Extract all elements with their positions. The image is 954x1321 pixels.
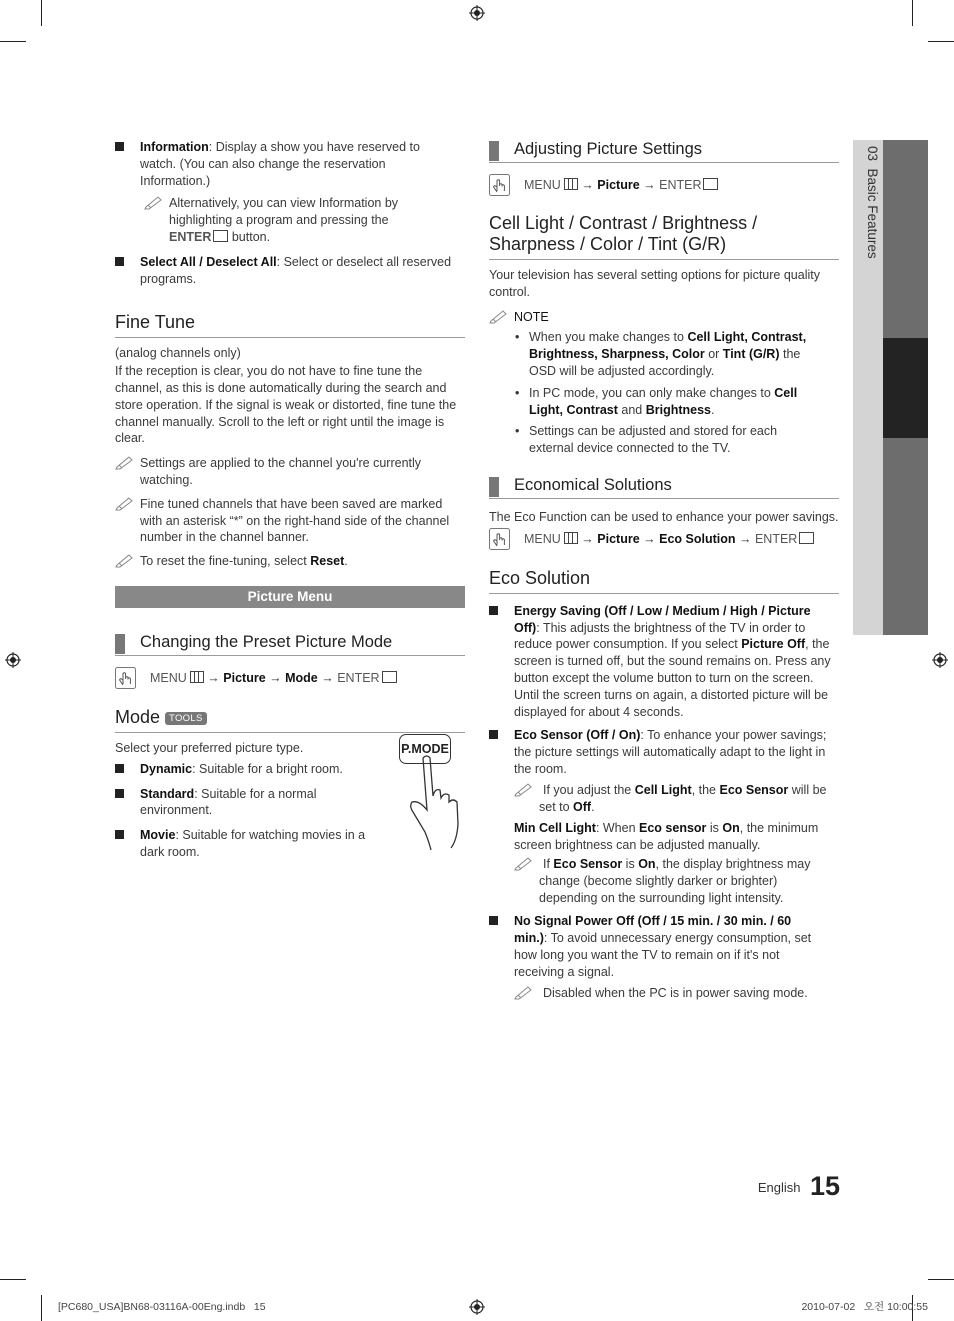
subsection-heading [115,632,465,656]
term: Cell Light, Contrast, Brightness, Sharpness, Color [529,330,807,362]
arrow: → [265,670,286,685]
enter-label: ENTER [659,178,702,192]
path-picture: Picture [597,178,640,192]
list-item [115,761,385,778]
enter-icon [799,532,814,544]
min-cell-light [514,820,834,854]
note-pencil-icon [115,495,135,511]
item-text: or [704,347,723,362]
registration-mark-icon [5,652,21,668]
print-timestamp: 2010-07-02 오전 10:00:55 [801,1301,928,1313]
note-text: If [543,856,554,871]
note-pencil-icon [115,552,135,568]
term: Information [140,140,209,154]
list-item [514,329,824,379]
menu-path [115,667,465,689]
note [115,455,465,489]
bullet-square [115,142,124,151]
note [489,309,839,326]
section-title-line: Cell Light / Contrast / Brightness / [489,213,758,233]
item-text: When you make changes to [529,330,688,345]
section-title-line: Sharpness / Color / Tint (G/R) [489,234,727,254]
item-text: : To enhance your power savings; the picture settings will automatically adapt to the light in the room. [514,728,827,776]
item-text: Settings can be adjusted and stored for each external device connected to the TV. [529,424,778,456]
item-text: In PC mode, you can only make changes to [529,385,775,400]
right-column [489,139,839,1001]
menu-label: MENU [524,531,561,546]
pmode-button: P.MODE [399,734,451,764]
note-text: is [622,856,639,871]
page-number: 15 [809,1171,840,1201]
item-text: is [706,821,723,836]
item-text: the OSD will be adjusted accordingly. [529,347,801,378]
list-item [489,603,836,721]
registration-mark-icon [469,1299,485,1315]
note-text: button. [228,229,271,244]
note-pencil-icon [489,308,509,324]
heading-bar [489,477,499,497]
bullet-square [115,764,124,773]
note [144,195,434,245]
term: Standard [140,786,195,801]
note-pencil-icon [144,194,164,210]
subsection-title: Adjusting Picture Settings [514,140,703,158]
note-text: , the [691,782,720,797]
subsection-heading [489,139,839,163]
term: Min Cell Light [514,821,596,836]
item-text: and [617,402,646,417]
section-heading: Eco Solution [489,567,839,594]
list-item [115,254,465,288]
remote-hand-icon [489,528,510,550]
term: Eco Sensor [719,782,789,797]
enter-icon [382,671,397,683]
arrow: → [203,670,224,685]
bullet-square [489,730,498,739]
term: Energy Saving (Off / Low / Medium / High / Picture Off) [514,603,811,635]
term: Tint (G/R) [722,347,780,362]
crop-mark [928,1279,954,1280]
list-item [489,913,814,980]
heading-bar [489,141,499,161]
item-text: : Suitable for watching movies in a dark room. [140,828,366,859]
pointing-hand-icon [407,752,467,852]
path-mode: Mode [285,670,318,685]
menu-label: MENU [150,670,187,685]
enter-label: ENTER [337,670,380,685]
note-text: , the display brightness may change (become slightly darker or brighter) depending on the surrounding light intensity. [539,856,811,905]
remote-hand-icon [489,174,510,196]
term: Eco Sensor [553,856,623,871]
side-tab-active-section [883,338,928,438]
file-slug: [PC680_USA]BN68-03116A-00Eng.indb 15 [58,1301,266,1313]
reset-label: Reset [310,554,345,569]
note [514,782,829,816]
subsection-heading [489,475,839,499]
list-item [514,385,824,419]
note-pencil-icon [514,855,534,871]
enter-icon [703,178,718,190]
bullet-square [489,916,498,925]
note-text: . [344,554,348,569]
note [514,985,839,1002]
arrow: → [317,670,338,685]
item-text: . [711,402,715,417]
list-item [514,423,824,457]
bullet-square [489,606,498,615]
note-text: . [591,799,595,814]
item-text: : When [595,821,640,836]
enter-label: ENTER [754,531,798,546]
list-item [489,727,839,777]
term: Cell Light [634,782,692,797]
note-text: will be set to [539,782,827,814]
term: On [638,856,656,871]
language-label: English [757,1180,801,1195]
arrow: → [735,531,755,546]
arrow: → [577,178,598,192]
economical-intro: The Eco Function can be used to enhance your power savings. [489,509,839,524]
left-column [115,139,465,861]
note [115,553,465,570]
note [115,496,465,546]
list-item [115,786,385,820]
list-item [115,139,440,189]
item-text: : This adjusts the brightness of the TV in order to reduce power consumption. If you select [514,620,806,652]
picture-menu-banner: Picture Menu [115,586,465,608]
crop-mark [0,41,26,42]
note-text: Disabled when the PC is in power saving mode. [543,985,808,1000]
tools-badge: TOOLS [165,712,207,725]
side-tab-section [883,438,928,635]
list-item [115,827,385,861]
arrow: → [639,531,660,546]
chapter-title: Basic Features [865,168,880,259]
term: Off [573,799,592,814]
menu-label: MENU [524,178,561,192]
note-text: Settings are applied to the channel you're currently watching. [140,456,422,487]
term: Dynamic [140,761,193,776]
item-text: : Select or deselect all reserved programs. [140,254,452,286]
item-text: : Suitable for a bright room. [192,761,343,776]
bullet-square [115,789,124,798]
term: Eco sensor [639,821,707,836]
crop-mark [912,0,913,26]
term: Select All / Deselect All [140,254,277,269]
term: No Signal Power Off (Off / 15 min. / 30 min. / 60 min.) [514,914,792,946]
term: Cell Light, Contrast [529,385,798,417]
crop-mark [0,1279,26,1280]
arrow: → [639,178,660,192]
mode-intro: Select your preferred picture type. [115,740,304,755]
item-text: : To avoid unnecessary energy consumption, set how long you want the TV to remain on if it's not receiving a signal. [514,931,812,979]
heading-bar [115,634,125,654]
pmode-remote-illustration [399,734,469,854]
menu-icon [564,532,578,544]
note-pencil-icon [115,454,135,470]
term: Picture Off [741,637,806,652]
menu-path [489,174,839,196]
section-heading [489,213,839,260]
item-text: , the minimum screen brightness can be adjusted manually. [514,821,819,853]
registration-mark-icon [932,652,948,668]
fine-tune-body: If the reception is clear, you do not have to fine tune the channel, as this is done automatically during the search and store operation. If the signal is weak or distorted, fine tune the channel manually. Scroll to the left or right until the image is clear. [115,364,457,446]
enter-icon [213,230,228,242]
note-text: Alternatively, you can view Information by highlighting a program and pressing the [169,196,399,228]
arrow: → [577,531,598,546]
term: Eco Sensor (Off / On) [514,728,641,743]
subsection-title: Changing the Preset Picture Mode [140,632,393,651]
note-text: To reset the fine-tuning, select [140,554,311,569]
section-heading [115,706,465,733]
note-text: If you adjust the [543,782,635,797]
section-title: Mode [115,706,161,727]
path-picture: Picture [597,531,640,546]
side-tab-text [863,146,880,346]
enter-label: ENTER [169,229,212,244]
path-eco-solution: Eco Solution [659,531,736,546]
bullet-square [115,830,124,839]
registration-mark-icon [469,5,485,21]
menu-icon [564,178,578,190]
note-label: NOTE [514,309,549,324]
menu-icon [190,671,204,683]
crop-mark [41,1295,42,1321]
bullet-square [115,257,124,266]
note-pencil-icon [514,984,534,1000]
side-tab-section [883,140,928,338]
menu-path [489,528,839,550]
section-heading: Fine Tune [115,311,465,338]
note-pencil-icon [514,781,534,797]
page-footer [700,1171,840,1201]
chapter-number: 03 [865,146,880,162]
term: Brightness [645,402,711,417]
subsection-title: Economical Solutions [514,475,672,494]
item-text: , the screen is turned off, but the sound remains on. Press any button except the volume button to turn on the screen. Until the screen turns on again, a distorted picture will be displayed for about 4 seconds. [514,637,831,719]
path-picture: Picture [223,670,266,685]
remote-hand-icon [115,667,136,689]
crop-mark [41,0,42,26]
cell-light-intro: Your television has several setting options for picture quality control. [489,268,820,299]
item-text: : Display a show you have reserved to watch. (You can also change the reservation Information.) [140,140,420,188]
term: Movie [140,828,176,843]
fine-tune-scope: (analog channels only) [115,346,241,361]
note-text: Fine tuned channels that have been saved are marked with an asterisk “*” on the right-hand side of the channel number in the channel banner. [140,496,450,545]
note [514,856,829,906]
crop-mark [928,41,954,42]
item-text: : Suitable for a normal environment. [140,786,317,818]
term: On [722,821,740,836]
